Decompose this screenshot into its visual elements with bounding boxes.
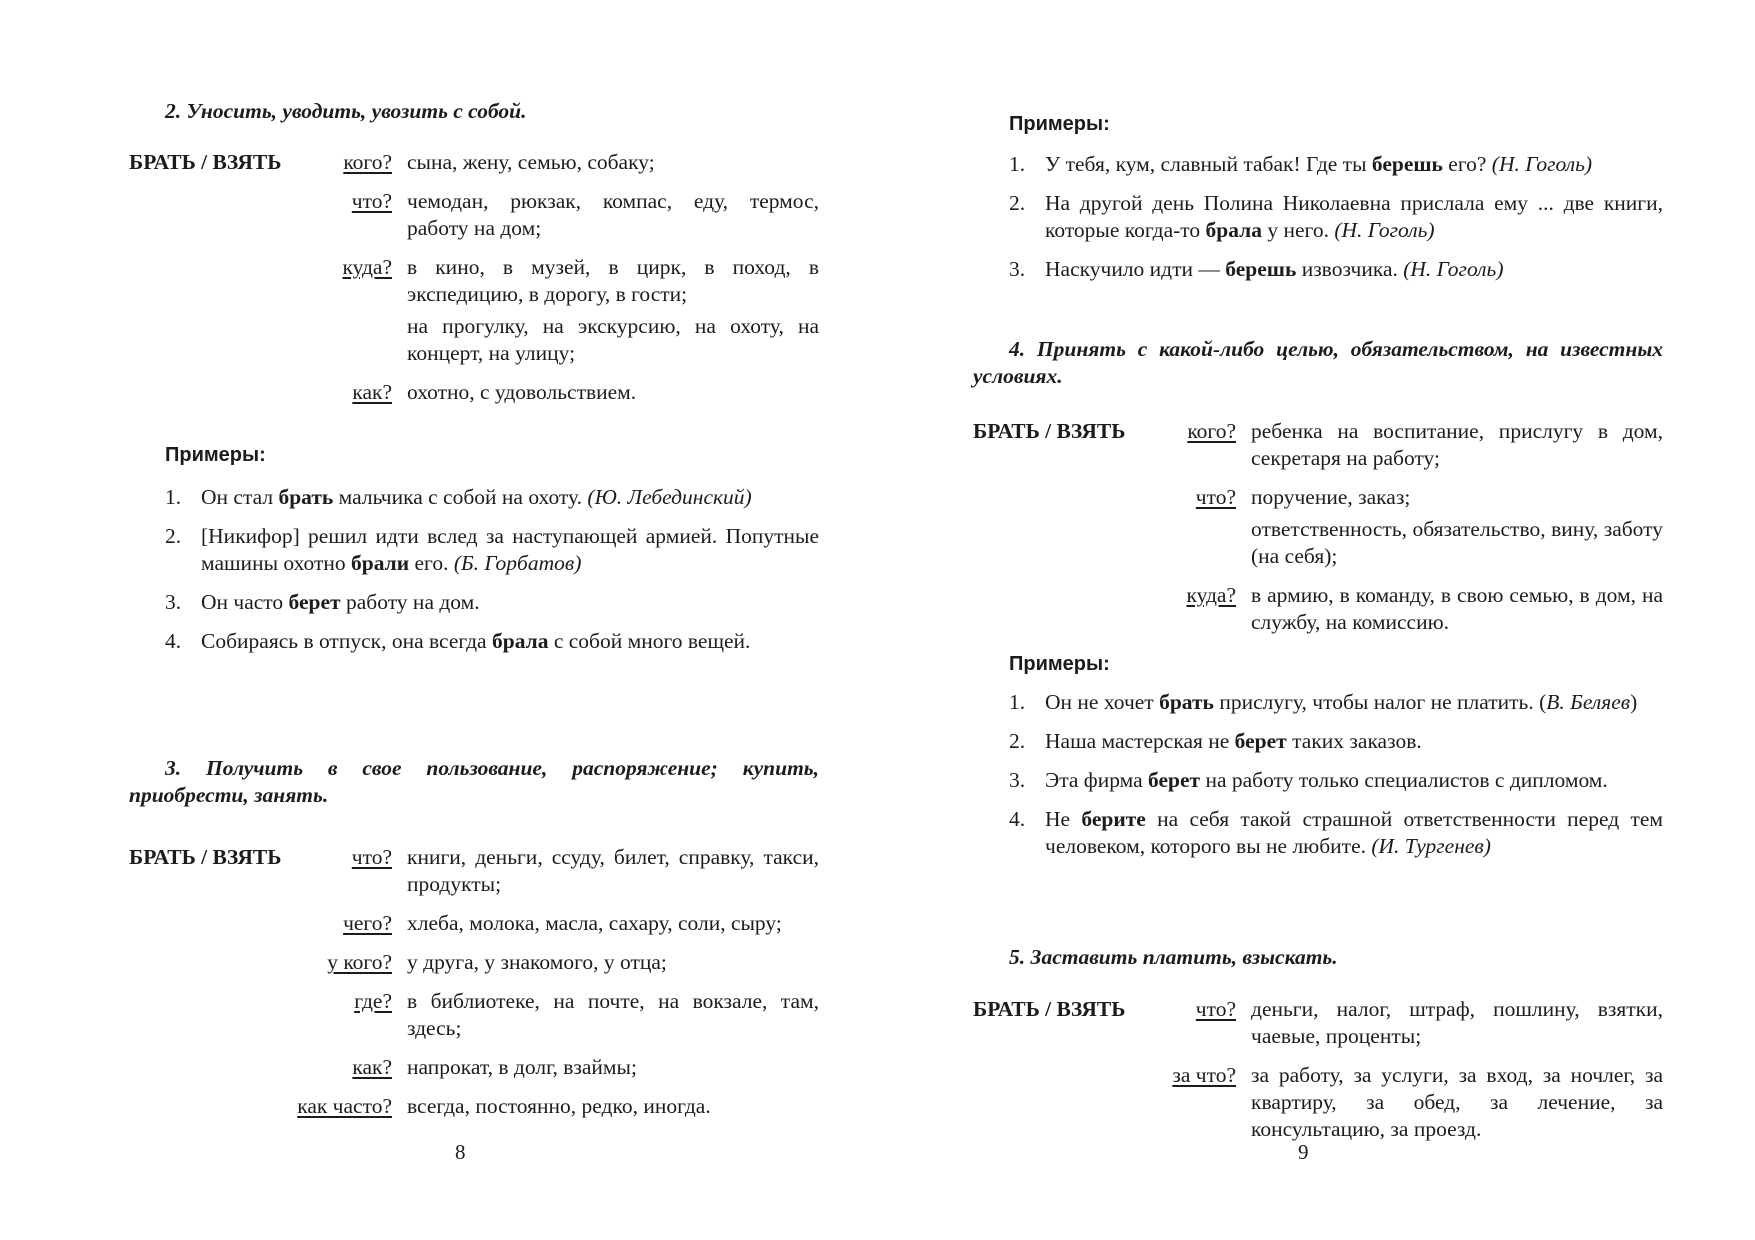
source-citation: (Н. Гоголь) [1403, 257, 1504, 281]
example-text: его? [1442, 152, 1492, 176]
answer-text: всегда, постоянно, редко, иногда. [407, 1094, 711, 1118]
section-3-title: 3. Получить в свое пользование, распоряжение; купить, приобрести, занять. [129, 756, 819, 807]
source-citation: (Б. Горбатов) [453, 551, 582, 575]
question-label: где? [354, 989, 392, 1013]
section-2-government [129, 149, 819, 418]
verb-form: брать [1159, 690, 1214, 714]
question-label: как? [352, 1055, 392, 1079]
examples-heading: Примеры: [1009, 653, 1110, 675]
list-item [129, 523, 819, 577]
example-text: его. [409, 551, 454, 575]
answer-text: книги, деньги, ссуду, билет, справку, такси, продукты; [407, 845, 819, 896]
source-citation: (Н. Гоголь) [1334, 218, 1435, 242]
gov-row [129, 1054, 819, 1086]
gov-row [129, 379, 819, 411]
example-text: мальчика с собой на охоту. [333, 485, 588, 509]
list-item [973, 190, 1663, 244]
example-text: таких заказов. [1286, 729, 1422, 753]
answer-text: у друга, у знакомого, у отца; [407, 950, 667, 974]
item-number: 3. [1009, 768, 1026, 792]
item-number: 1. [1009, 152, 1026, 176]
list-item [973, 256, 1663, 283]
list-item [973, 151, 1663, 178]
examples-list [973, 151, 1663, 295]
example-text: на работу только специалистов с дипломом. [1200, 768, 1608, 792]
answer-text: ответственность, обязательство, вину, заботу (на себя); [1251, 517, 1663, 568]
example-text: Эта фирма [1045, 768, 1149, 792]
verb-form: брать [278, 485, 334, 509]
answer-text: поручение, заказ; [1251, 485, 1411, 509]
question-label: как? [352, 380, 392, 404]
item-number: 4. [165, 629, 182, 653]
example-text: работу на дом. [340, 590, 480, 614]
section-5-government [973, 996, 1663, 1155]
answer-text: деньги, налог, штраф, пошлину, взятки, чаевые, проценты; [1251, 997, 1663, 1048]
examples-heading: Примеры: [165, 444, 266, 466]
question-label: куда? [1186, 583, 1236, 607]
answer-text: чемодан, рюкзак, компас, еду, термос, работу на дом; [407, 189, 819, 240]
list-item [129, 589, 819, 616]
verb-form: брала [1205, 218, 1262, 242]
question-label: что? [1195, 485, 1236, 509]
answer-text: напрокат, в долг, взаймы; [407, 1055, 637, 1079]
verb-form: берет [288, 590, 341, 614]
item-number: 1. [1009, 690, 1026, 714]
source-citation: (Ю. Лебединский) [587, 485, 752, 509]
question-label: куда? [342, 255, 392, 279]
question-label: что? [351, 189, 392, 213]
verb-form: брали [351, 551, 410, 575]
answer-text: в библиотеке, на почте, на вокзале, там, здесь; [407, 989, 819, 1040]
item-number: 4. [1009, 807, 1026, 831]
examples-list [129, 484, 819, 667]
verb-form: берет [1148, 768, 1201, 792]
item-number: 2. [165, 524, 182, 548]
examples-list [973, 689, 1663, 872]
example-text: Наша мастерская не [1045, 729, 1235, 753]
item-number: 2. [1009, 191, 1026, 215]
example-text: ) [1630, 690, 1638, 714]
gov-row [129, 1093, 819, 1125]
gov-row [973, 582, 1663, 641]
example-text: у него. [1262, 218, 1335, 242]
section-5-title: 5. Заставить платить, взыскать. [1009, 945, 1338, 969]
example-text: извозчика. [1296, 257, 1404, 281]
gov-row [129, 254, 819, 372]
example-text: Он часто [201, 590, 289, 614]
gov-row [129, 910, 819, 942]
list-item [973, 767, 1663, 794]
example-text: [Никифор] решил идти вслед за наступающей армией. Попутные машины охотно [201, 524, 819, 575]
example-text: прислугу, чтобы налог не платить. ( [1213, 690, 1547, 714]
answer-text: ребенка на воспитание, прислугу в дом, секретаря на работу; [1251, 419, 1663, 470]
answer-text: в армию, в команду, в свою семью, в дом, на службу, на комиссию. [1251, 583, 1663, 634]
examples-heading: Примеры: [1009, 113, 1110, 135]
question-label: как часто? [297, 1094, 392, 1118]
example-text: Наскучило идти — [1045, 257, 1226, 281]
question-label: чего? [343, 911, 392, 935]
verb-form: брала [491, 629, 549, 653]
gov-row [129, 988, 819, 1047]
verb-label: БРАТЬ / ВЗЯТЬ [129, 150, 282, 174]
answer-text: охотно, с удовольствием. [407, 380, 637, 404]
item-number: 1. [165, 485, 182, 509]
source-citation: (И. Тургенев) [1371, 834, 1491, 858]
verb-label: БРАТЬ / ВЗЯТЬ [973, 419, 1126, 443]
question-label: у кого? [327, 950, 392, 974]
answer-text: хлеба, молока, масла, сахару, соли, сыру; [407, 911, 782, 935]
item-number: 3. [165, 590, 182, 614]
gov-row [973, 484, 1663, 575]
verb-form: берет [1234, 729, 1287, 753]
question-label: кого? [1187, 419, 1236, 443]
example-text: Он не хочет [1045, 690, 1160, 714]
question-label: кого? [343, 150, 392, 174]
item-number: 3. [1009, 257, 1026, 281]
gov-row [129, 188, 819, 247]
list-item [129, 484, 819, 511]
example-text: На другой день Полина Николаевна прислала ему ... две книги, которые когда-то [1045, 191, 1663, 242]
question-label: что? [351, 845, 392, 869]
verb-label: БРАТЬ / ВЗЯТЬ [973, 997, 1126, 1021]
answer-text: сына, жену, семью, собаку; [407, 150, 655, 174]
example-text: на себя такой страшной ответственности перед тем человеком, которого вы не любите. [1045, 807, 1663, 858]
verb-form: берите [1081, 807, 1146, 831]
list-item [973, 728, 1663, 755]
page-number: 9 [1298, 1140, 1309, 1164]
answer-text: в кино, в музей, в цирк, в поход, в экспедицию, в дорогу, в гости; [407, 255, 819, 306]
question-label: за что? [1172, 1063, 1236, 1087]
gov-row [129, 949, 819, 981]
page-number: 8 [455, 1140, 466, 1164]
example-text: Не [1045, 807, 1082, 831]
example-text: с собой много вещей. [548, 629, 751, 653]
gov-row [973, 1062, 1663, 1148]
verb-label: БРАТЬ / ВЗЯТЬ [129, 845, 282, 869]
verb-form: берешь [1225, 257, 1297, 281]
list-item [973, 689, 1663, 716]
source-citation: (Н. Гоголь) [1491, 152, 1593, 176]
list-item [129, 628, 819, 655]
question-label: что? [1195, 997, 1236, 1021]
list-item [973, 806, 1663, 860]
verb-form: берешь [1371, 152, 1443, 176]
answer-text: на прогулку, на экскурсию, на охоту, на концерт, на улицу; [407, 314, 819, 365]
section-2-title: 2. Уносить, уводить, увозить с собой. [165, 99, 527, 123]
example-text: Собираясь в отпуск, она всегда [201, 629, 492, 653]
section-3-government [129, 844, 819, 1132]
example-text: Он стал [201, 485, 279, 509]
section-4-title: 4. Принять с какой-либо целью, обязательством, на известных условиях. [973, 337, 1663, 388]
item-number: 2. [1009, 729, 1026, 753]
source-citation: В. Беляев [1546, 690, 1631, 714]
section-4-government [973, 418, 1663, 648]
answer-text: за работу, за услуги, за вход, за ночлег, за квартиру, за обед, за лечение, за консультацию, за проезд. [1251, 1063, 1663, 1141]
example-text: У тебя, кум, славный табак! Где ты [1045, 152, 1372, 176]
